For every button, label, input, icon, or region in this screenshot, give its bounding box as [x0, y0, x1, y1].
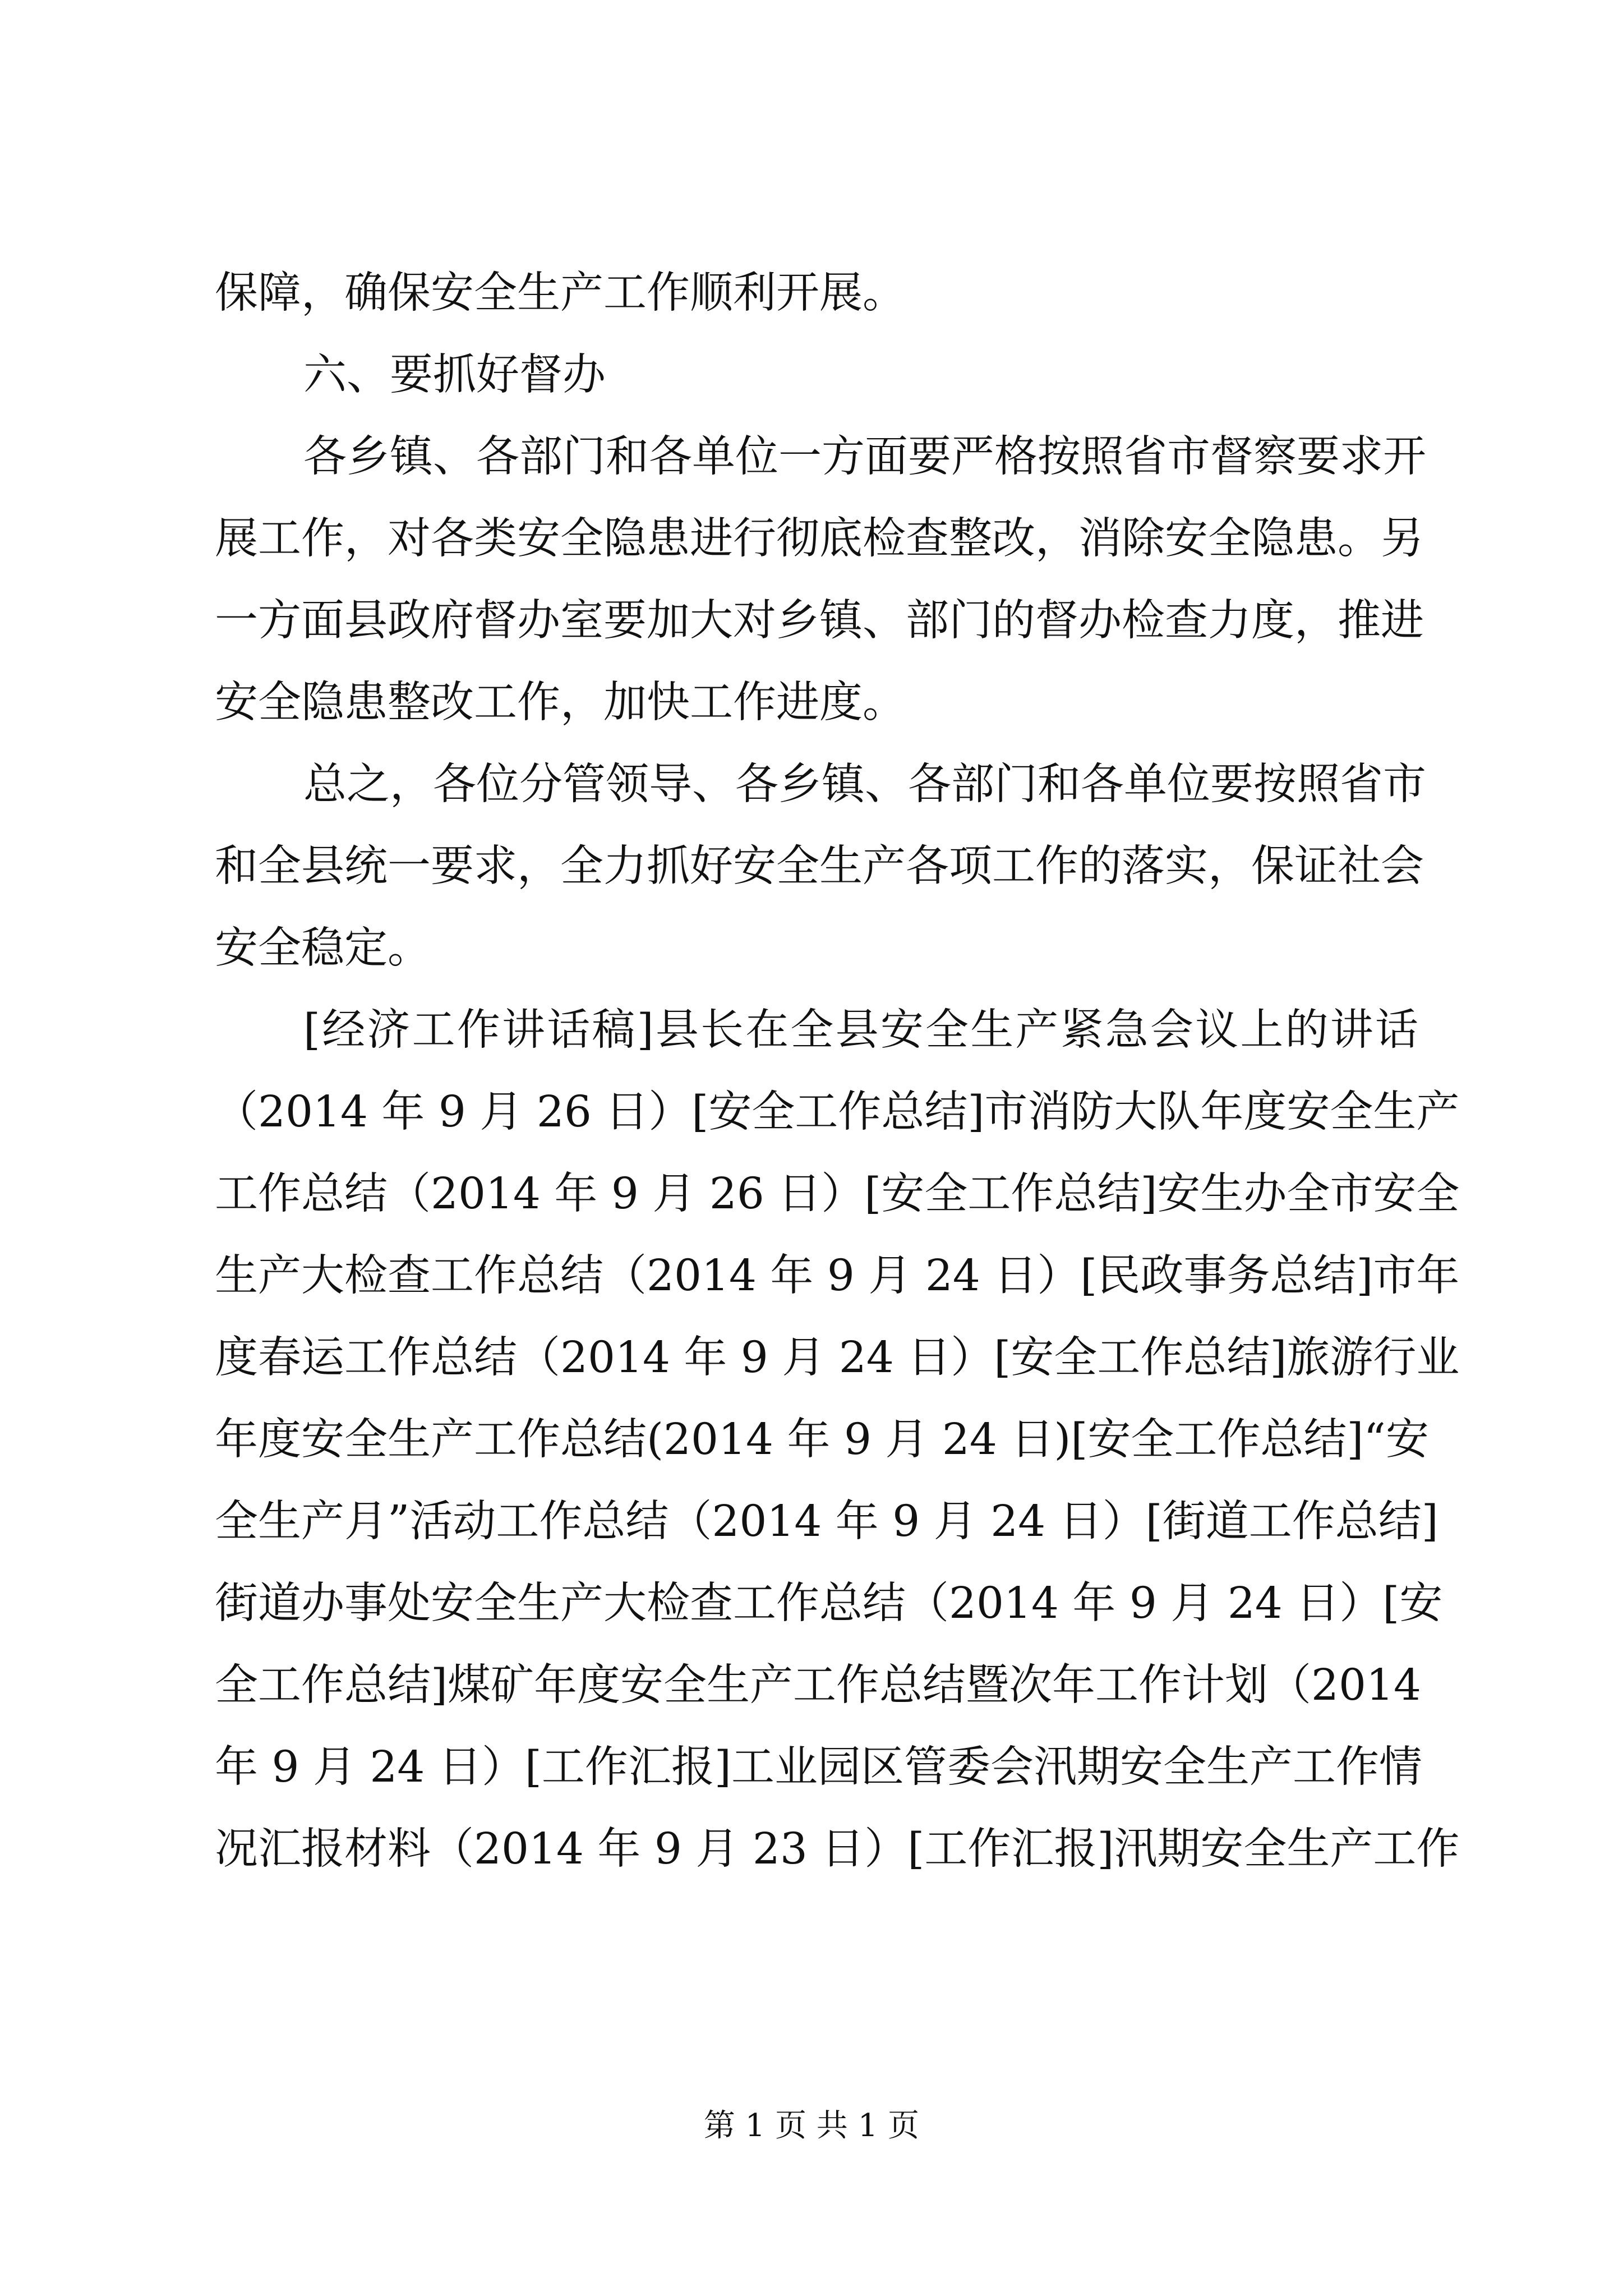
- text-line-8: 和全县统一要求，全力抓好安全生产各项工作的落实，保证社会: [215, 841, 1424, 891]
- text-line-15: 年度安全生产工作总结(2014 年 9 月 24 日)[安全工作总结]“安: [215, 1415, 1429, 1465]
- text-line-16: 全生产月”活动工作总结（2014 年 9 月 24 日）[街道工作总结]: [215, 1497, 1438, 1547]
- section-heading: 六、要抓好督办: [303, 350, 606, 400]
- text-line-7: 总之，各位分管领导、各乡镇、各部门和各单位要按照省市: [303, 760, 1426, 809]
- document-body: [215, 252, 1460, 1890]
- text-line-9: 安全稳定。: [215, 923, 431, 973]
- page-number-footer: 第 1 页 共 1 页: [703, 2108, 920, 2144]
- text-line-20: 况汇报材料（2014 年 9 月 23 日）[工作汇报]汛期安全生产工作: [215, 1824, 1460, 1874]
- text-line-6: 安全隐患整改工作，加快工作进度。: [215, 678, 906, 728]
- text-line-19: 年 9 月 24 日）[工作汇报]工业园区管委会汛期安全生产工作情: [215, 1742, 1422, 1792]
- text-line-1: 保障，确保安全生产工作顺利开展。: [215, 268, 906, 318]
- text-line-5: 一方面县政府督办室要加大对乡镇、部门的督办检查力度，推进: [215, 596, 1424, 646]
- text-line-17: 街道办事处安全生产大检查工作总结（2014 年 9 月 24 日）[安: [215, 1579, 1443, 1628]
- text-line-13: 生产大检查工作总结（2014 年 9 月 24 日）[民政事务总结]市年: [215, 1251, 1460, 1301]
- text-line-3: 各乡镇、各部门和各单位一方面要严格按照省市督察要求开: [303, 432, 1426, 482]
- text-line-4: 展工作，对各类安全隐患进行彻底检查整改，消除安全隐患。另: [215, 514, 1424, 564]
- text-line-18: 全工作总结]煤矿年度安全生产工作总结暨次年工作计划（2014: [215, 1660, 1421, 1710]
- text-line-10: [经济工作讲话稿]县长在全县安全生产紧急会议上的讲话: [303, 1005, 1418, 1055]
- text-line-11: （2014 年 9 月 26 日）[安全工作总结]市消防大队年度安全生产: [215, 1087, 1460, 1137]
- text-line-14: 度春运工作总结（2014 年 9 月 24 日）[安全工作总结]旅游行业: [215, 1333, 1460, 1383]
- text-line-12: 工作总结（2014 年 9 月 26 日）[安全工作总结]安生办全市安全: [215, 1169, 1460, 1219]
